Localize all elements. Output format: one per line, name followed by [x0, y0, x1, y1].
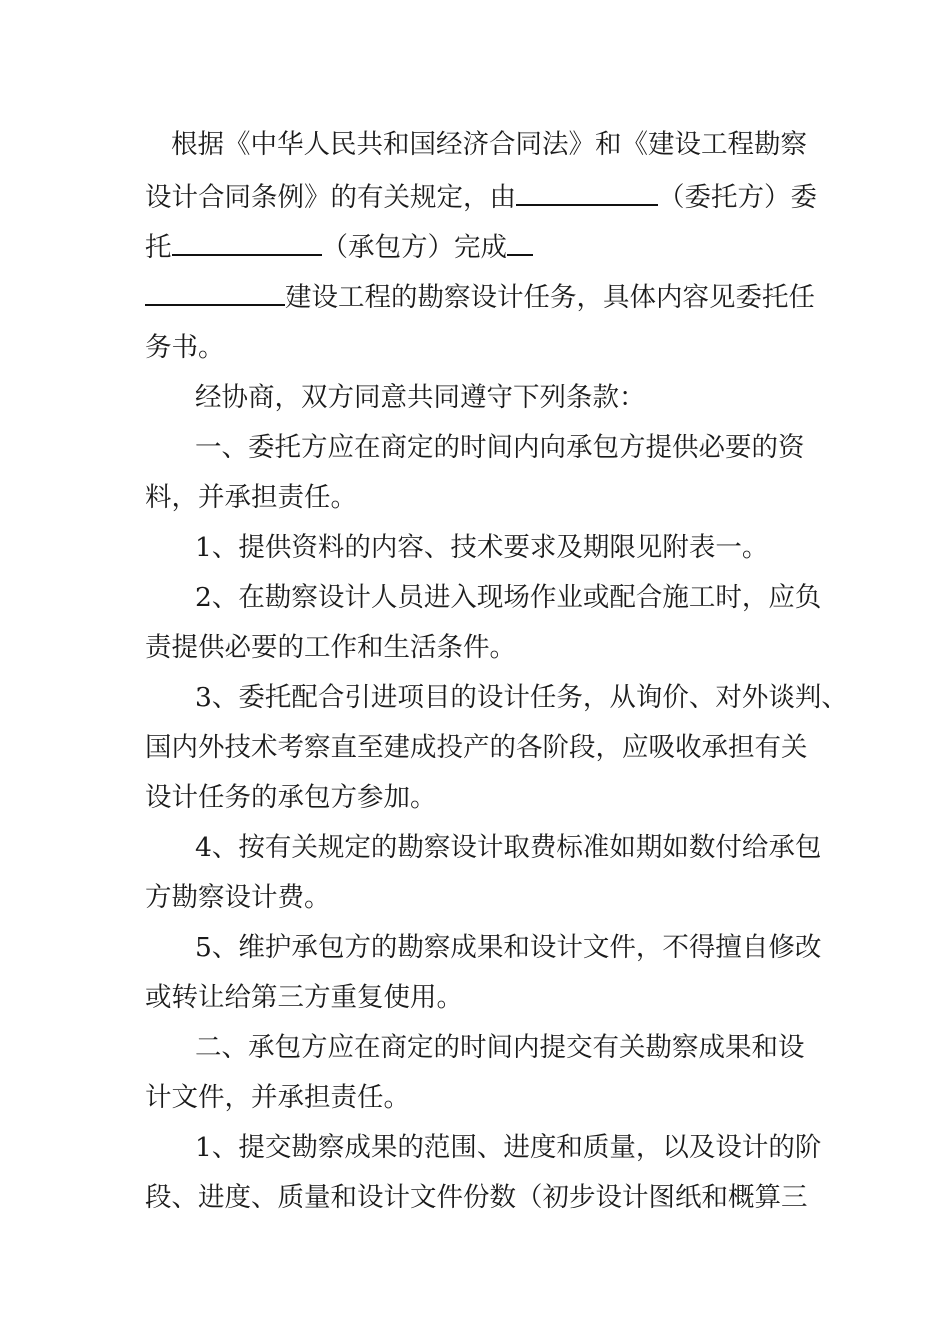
intro-text: 根据《中华人民共和国经济合同法》和《建设工程勘察	[171, 129, 807, 160]
intro-line-4	[145, 278, 815, 318]
section-2-item-1-cont: 段、进度、质量和设计文件份数（初步设计图纸和概算三	[145, 1182, 808, 1213]
section-1-title: 一、委托方应在商定的时间内向承包方提供必要的资	[195, 432, 805, 463]
section-1-item-3-cont2: 设计任务的承包方参加。	[145, 782, 437, 813]
section-1-item-1: 1、提供资料的内容、技术要求及期限见附表一。	[195, 532, 769, 563]
intro-text: 设计合同条例》的有关规定，由	[145, 182, 516, 213]
client-blank	[516, 178, 658, 206]
section-1-item-2-cont: 责提供必要的工作和生活条件。	[145, 632, 516, 663]
section-1-item-3-cont: 国内外技术考察直至建成投产的各阶段，应吸收承担有关	[145, 732, 808, 763]
intro-line-1	[171, 125, 807, 165]
section-2-item-1: 1、提交勘察成果的范围、进度和质量，以及设计的阶	[195, 1132, 822, 1163]
intro-text: 务书。	[145, 332, 225, 363]
intro-text: 建设工程的勘察设计任务，具体内容见委托任	[285, 282, 815, 313]
intro-text: 托	[145, 232, 172, 263]
section-1-item-5-cont: 或转让给第三方重复使用。	[145, 982, 463, 1013]
intro-line-5	[145, 328, 225, 368]
intro-line-3	[145, 228, 533, 268]
intro-line-2	[145, 178, 817, 218]
section-1-item-2: 2、在勘察设计人员进入现场作业或配合施工时，应负	[195, 582, 822, 613]
intro-text: （委托方）委	[658, 182, 817, 213]
section-1-item-5: 5、维护承包方的勘察成果和设计文件，不得擅自修改	[195, 932, 822, 963]
intro-text: （承包方）完成	[321, 232, 507, 263]
project-blank	[145, 278, 285, 306]
section-2-title-cont: 计文件，并承担责任。	[145, 1082, 410, 1113]
section-1-item-4-cont: 方勘察设计费。	[145, 882, 331, 913]
contractor-blank	[172, 228, 322, 256]
section-1-item-4: 4、按有关规定的勘察设计取费标准如期如数付给承包	[195, 832, 822, 863]
agreement-line: 经协商，双方同意共同遵守下列条款：	[195, 382, 646, 413]
project-blank-start	[507, 228, 533, 256]
section-1-item-3: 3、委托配合引进项目的设计任务，从询价、对外谈判、	[195, 682, 848, 713]
section-1-title-cont: 料，并承担责任。	[145, 482, 357, 513]
section-2-title: 二、承包方应在商定的时间内提交有关勘察成果和设	[195, 1032, 805, 1063]
